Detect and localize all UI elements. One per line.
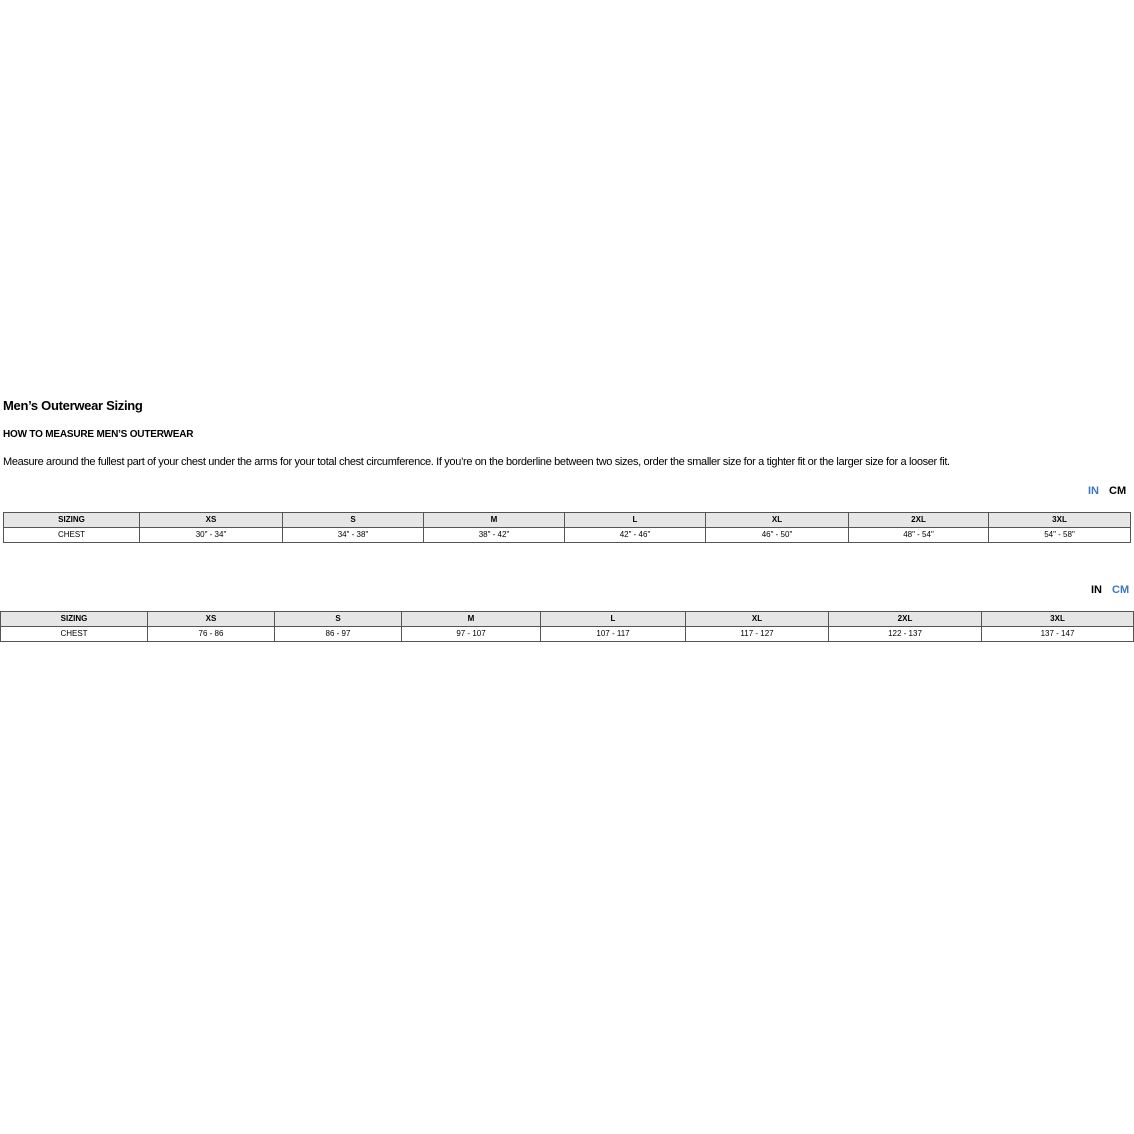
row-label-chest: CHEST: [4, 528, 140, 543]
header-s: S: [283, 513, 424, 528]
size-table-cm: [0, 611, 1134, 642]
cell-xl: 46" - 50": [706, 528, 849, 543]
header-xs: XS: [148, 612, 275, 627]
cell-m: 97 - 107: [402, 627, 541, 642]
cell-s: 86 - 97: [275, 627, 402, 642]
unit-toggle-cm: [1091, 584, 1129, 596]
cell-xs: 76 - 86: [148, 627, 275, 642]
cell-xs: 30" - 34": [140, 528, 283, 543]
header-l: L: [541, 612, 686, 627]
table-row: [1, 627, 1134, 642]
unit-in-button[interactable]: IN: [1088, 485, 1099, 497]
cell-2xl: 122 - 137: [829, 627, 982, 642]
cell-s: 34" - 38": [283, 528, 424, 543]
header-3xl: 3XL: [989, 513, 1131, 528]
cell-xl: 117 - 127: [686, 627, 829, 642]
cell-l: 42" - 46": [565, 528, 706, 543]
header-xs: XS: [140, 513, 283, 528]
table-header-row: [4, 513, 1131, 528]
cell-2xl: 48" - 54": [849, 528, 989, 543]
cell-l: 107 - 117: [541, 627, 686, 642]
row-label-chest: CHEST: [1, 627, 148, 642]
header-xl: XL: [706, 513, 849, 528]
header-s: S: [275, 612, 402, 627]
unit-cm-button[interactable]: CM: [1109, 485, 1127, 497]
page-title: Men’s Outerwear Sizing: [3, 398, 143, 413]
header-sizing: SIZING: [4, 513, 140, 528]
cell-3xl: 54" - 58": [989, 528, 1131, 543]
header-m: M: [424, 513, 565, 528]
section-subtitle: HOW TO MEASURE MEN’S OUTERWEAR: [3, 429, 194, 440]
unit-in-button[interactable]: IN: [1091, 584, 1102, 596]
header-2xl: 2XL: [849, 513, 989, 528]
table-row: [4, 528, 1131, 543]
header-xl: XL: [686, 612, 829, 627]
measure-instructions: Measure around the fullest part of your chest under the arms for your total chest circumference. If you’re on the borderline between two sizes, order the smaller size for a tighter fit or the larger size for a looser fit.: [3, 456, 950, 468]
header-m: M: [402, 612, 541, 627]
cell-m: 38" - 42": [424, 528, 565, 543]
cell-3xl: 137 - 147: [982, 627, 1134, 642]
header-2xl: 2XL: [829, 612, 982, 627]
table-header-row: [1, 612, 1134, 627]
unit-toggle-inches: [1088, 485, 1126, 497]
size-table-inches: [3, 512, 1131, 543]
unit-cm-button[interactable]: CM: [1112, 584, 1130, 596]
header-sizing: SIZING: [1, 612, 148, 627]
header-l: L: [565, 513, 706, 528]
header-3xl: 3XL: [982, 612, 1134, 627]
